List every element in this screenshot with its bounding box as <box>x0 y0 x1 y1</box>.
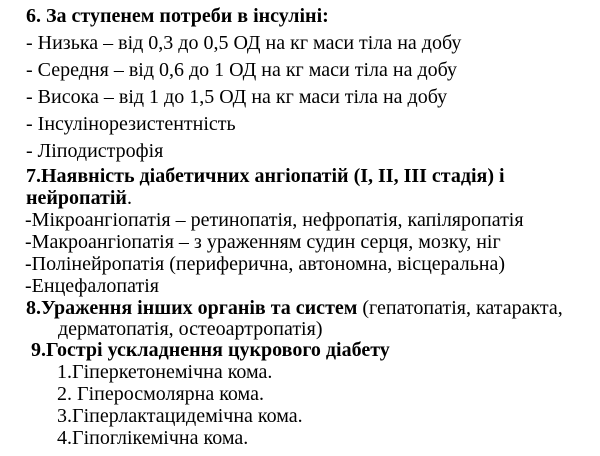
document-line <box>26 111 600 138</box>
document-line <box>26 138 600 165</box>
text-segment: 4.Гіпоглікемічна кома. <box>57 427 249 449</box>
text-segment: -Мікроангіопатія – ретинопатія, нефропатія, капіляропатія <box>25 209 524 231</box>
text-segment: дерматопатія, остеоартропатія) <box>58 318 323 340</box>
text-segment: -Макроангіопатія – з ураженням судин серця, мозку, ніг <box>25 231 501 253</box>
text-segment-bold: 8.Ураження інших органів та систем <box>26 297 358 319</box>
text-segment-bold: 9.Гострі ускладнення цукрового діабету <box>31 339 390 361</box>
document-line <box>26 3 600 30</box>
document-body <box>0 3 600 449</box>
document-line <box>57 405 600 427</box>
text-segment: -Енцефалопатія <box>25 275 159 297</box>
document-line <box>25 231 600 253</box>
text-segment: 2. Гіперосмолярна кома. <box>57 383 264 405</box>
document-line <box>25 209 600 231</box>
text-segment: (гепатопатія, катаракта, <box>357 297 563 319</box>
document-line <box>58 319 600 339</box>
text-segment: - Інсулінорезистентність <box>26 113 236 135</box>
text-segment: . <box>126 187 132 209</box>
document-line <box>57 361 600 383</box>
document-line <box>26 30 600 57</box>
text-segment: -Полінейропатія (периферична, автономна, вісцеральна) <box>25 253 506 275</box>
document-line <box>31 339 600 361</box>
text-segment: 3.Гіперлактацидемічна кома. <box>57 405 303 427</box>
text-segment: - Висока – від 1 до 1,5 ОД на кг маси тіла на добу <box>26 86 448 108</box>
text-segment-bold: 7.Наявність діабетичних ангіопатій (I, II, III стадія) і <box>26 165 505 187</box>
text-segment: - Ліподистрофія <box>26 140 164 162</box>
text-segment-bold: 6. За ступенем потреби в інсуліні: <box>26 5 329 27</box>
document-line <box>26 84 600 111</box>
document-line <box>26 165 600 187</box>
document-line <box>57 427 600 449</box>
document-line <box>25 253 600 275</box>
text-segment: - Низька – від 0,3 до 0,5 ОД на кг маси тіла на добу <box>26 32 462 54</box>
document-line <box>26 187 600 209</box>
text-segment: 1.Гіперкетонемічна кома. <box>57 361 273 383</box>
document-line <box>26 57 600 84</box>
document-line <box>26 297 600 319</box>
text-segment-bold: нейропатій <box>26 187 127 209</box>
text-segment: - Середня – від 0,6 до 1 ОД на кг маси тіла на добу <box>26 59 458 81</box>
document-line <box>57 383 600 405</box>
document-line <box>25 275 600 297</box>
